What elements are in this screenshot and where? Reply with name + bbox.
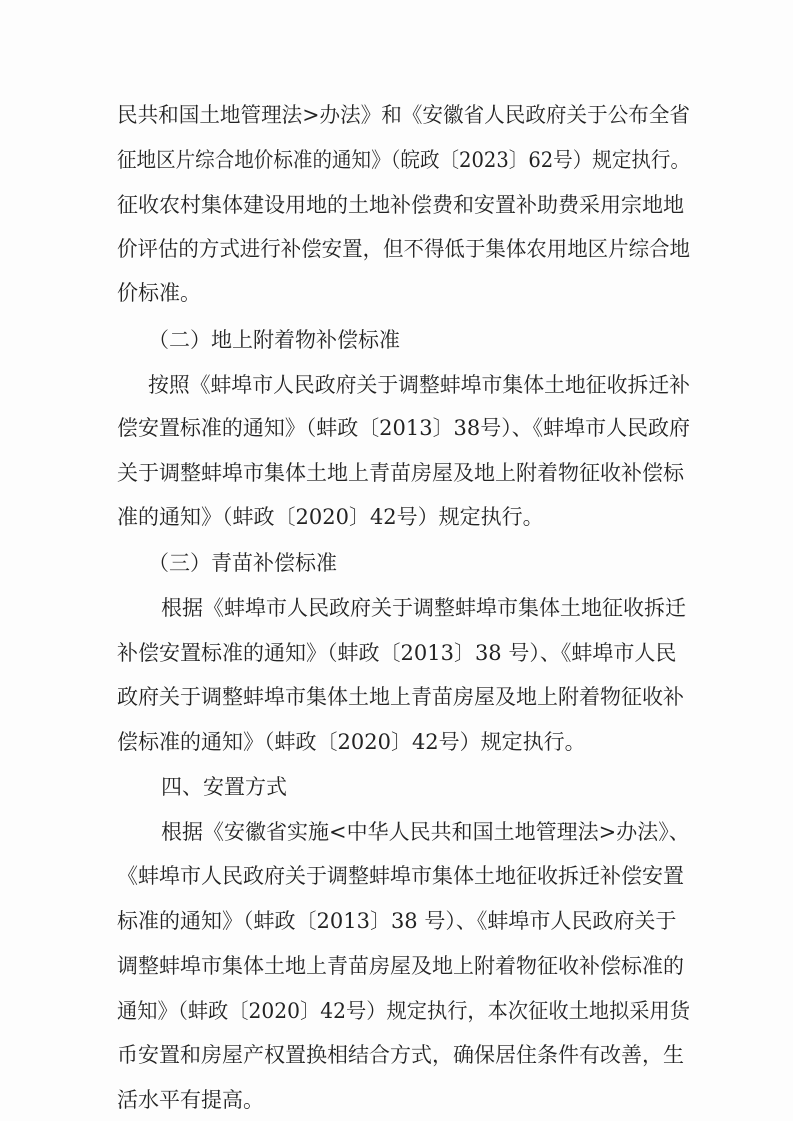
text-line bbox=[0, 1032, 793, 1078]
line-text: 通知》（蚌政〔2020〕42号）规定执行，本次征收土地拟采用货 bbox=[117, 999, 691, 1023]
line-text: 价标准。 bbox=[117, 281, 201, 305]
text-line bbox=[0, 630, 793, 676]
line-text: 调整蚌埠市集体土地上青苗房屋及地上附着物征收补偿标准的 bbox=[117, 954, 684, 978]
text-line bbox=[0, 943, 793, 989]
line-text: 根据《安徽省实施<中华人民共和国土地管理法>办法》、 bbox=[161, 820, 690, 844]
text-line bbox=[0, 988, 793, 1034]
line-text: 币安置和房屋产权置换相结合方式，确保居住条件有改善，生 bbox=[117, 1043, 684, 1067]
line-text: 关于调整蚌埠市集体土地上青苗房屋及地上附着物征收补偿标 bbox=[117, 461, 684, 485]
text-line bbox=[0, 494, 793, 540]
line-text: 偿标准的通知》（蚌政〔2020〕42号）规定执行。 bbox=[117, 730, 586, 754]
text-line bbox=[0, 450, 793, 496]
text-line bbox=[0, 92, 793, 138]
line-text: 补偿安置标准的通知》（蚌政〔2013〕38 号）、《蚌埠市人民 bbox=[117, 641, 677, 665]
text-line bbox=[0, 898, 793, 944]
text-line bbox=[0, 405, 793, 451]
line-text: 征地区片综合地价标准的通知》（皖政〔2023〕62号）规定执行。 bbox=[117, 148, 691, 172]
text-line bbox=[0, 853, 793, 899]
text-line bbox=[0, 137, 793, 183]
line-text: 价评估的方式进行补偿安置，但不得低于集体农用地区片综合地 bbox=[117, 237, 691, 261]
line-text: 根据《蚌埠市人民政府关于调整蚌埠市集体土地征收拆迁 bbox=[161, 596, 686, 620]
section-heading bbox=[0, 317, 793, 363]
line-text: 按照《蚌埠市人民政府关于调整蚌埠市集体土地征收拆迁补 bbox=[148, 373, 691, 397]
text-line bbox=[0, 674, 793, 720]
text-line bbox=[0, 226, 793, 272]
text-line bbox=[0, 362, 793, 408]
text-line bbox=[0, 719, 793, 765]
line-text: 征收农村集体建设用地的土地补偿费和安置补助费采用宗地地 bbox=[117, 193, 684, 217]
line-text: （三）青苗补偿标准 bbox=[148, 551, 337, 575]
text-line bbox=[0, 270, 793, 316]
line-text: 标准的通知》（蚌政〔2013〕38 号）、《蚌埠市人民政府关于 bbox=[117, 909, 677, 933]
line-text: 活水平有提高。 bbox=[117, 1088, 264, 1112]
text-line bbox=[0, 809, 793, 855]
text-line bbox=[0, 1077, 793, 1123]
line-text: 《蚌埠市人民政府关于调整蚌埠市集体土地征收拆迁补偿安置 bbox=[117, 864, 684, 888]
section-heading bbox=[0, 540, 793, 586]
line-text: 民共和国土地管理法>办法》和《安徽省人民政府关于公布全省 bbox=[117, 103, 691, 127]
text-line bbox=[0, 182, 793, 228]
section-heading bbox=[0, 764, 793, 810]
line-text: 政府关于调整蚌埠市集体土地上青苗房屋及地上附着物征收补 bbox=[117, 685, 684, 709]
line-text: 偿安置标准的通知》（蚌政〔2013〕38号）、《蚌埠市人民政府 bbox=[117, 416, 690, 440]
line-text: 准的通知》（蚌政〔2020〕42号）规定执行。 bbox=[117, 505, 544, 529]
line-text: （二）地上附着物补偿标准 bbox=[148, 328, 400, 352]
line-text: 四、安置方式 bbox=[161, 775, 287, 799]
text-line bbox=[0, 585, 793, 631]
